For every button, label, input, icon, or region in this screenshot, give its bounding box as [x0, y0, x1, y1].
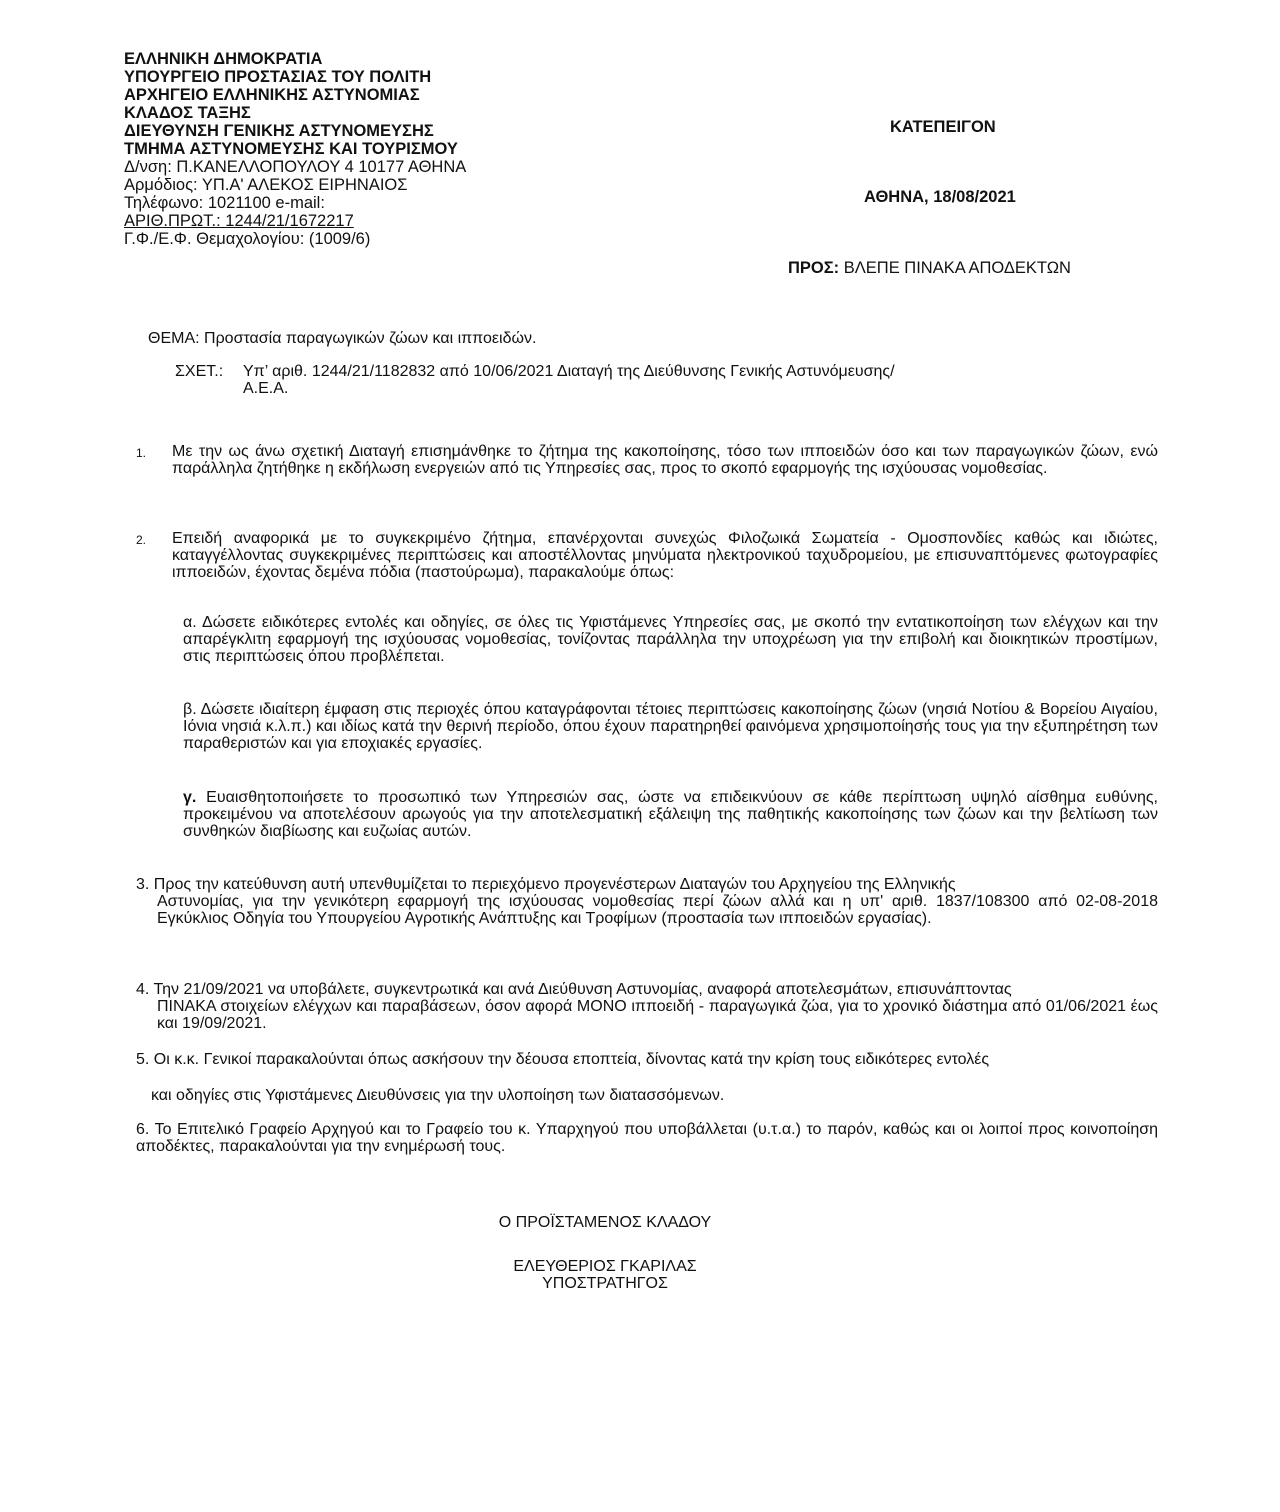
letterhead-line: ΥΠΟΥΡΓΕΙΟ ΠΡΟΣΤΑΣΙΑΣ ΤΟΥ ΠΟΛΙΤΗ: [124, 68, 432, 86]
paragraph-3-first-line: 3. Προς την κατεύθυνση αυτή υπενθυμίζεται το περιεχόμενο προγενέστερων Διαταγών του Αρχηγείου της Ελληνικής: [136, 876, 956, 893]
recipients-label: ΠΡΟΣ:: [788, 259, 840, 277]
paragraph-4: [136, 981, 1158, 1032]
reference-text: Υπ’ αριθ. 1244/21/1182832 από 10/06/2021 Διαταγή της Διεύθυνσης Γενικής Αστυνόμευσης/Α.Ε.Α.: [243, 363, 895, 397]
paragraph-1: Με την ως άνω σχετική Διαταγή επισημάνθηκε το ζήτημα της κακοποίησης, τόσο των ιπποειδών όσο και των παραγωγικών ζώων, ενώ παράλληλα ζητήθηκε η εκδήλωση ενεργειών από τις Υπηρεσίες σας, προς το σκοπό εφαρμογής της ισχύουσας νομοθεσίας.: [172, 443, 1158, 477]
subparagraph-a: α. Δώσετε ειδικότερες εντολές και οδηγίες, σε όλες τις Υφιστάμενες Υπηρεσίες σας, με σκοπό την εντατικοποίηση των ελέγχων και την απαρέγκλιτη εφαρμογή της ισχύουσας νομοθεσίας, τονίζοντας παράλληλα την υποχρέωση για την επιβολή και διοικητικών προστίμων, στις περιπτώσεις όπου προβλέπεται.: [183, 614, 1158, 665]
protocol-number: ΑΡΙΘ.ΠΡΩΤ.: 1244/21/1672217: [124, 212, 354, 230]
phone-line: Τηλέφωνο: 1021100 e-mail:: [124, 194, 325, 212]
letterhead-line: ΕΛΛΗΝΙΚΗ ΔΗΜΟΚΡΑΤΙΑ: [124, 50, 323, 68]
paragraph-3: [136, 876, 1158, 927]
letterhead-line: ΔΙΕΥΘΥΝΣΗ ΓΕΝΙΚΗΣ ΑΣΤΥΝΟΜΕΥΣΗΣ: [124, 122, 434, 140]
subparagraph-c: [183, 789, 1158, 840]
paragraph-4-continuation: ΠΙΝΑΚΑ στοιχείων ελέγχων και παραβάσεων, όσον αφορά ΜΟΝΟ ιπποειδή - παραγωγικά ζώα, για το χρονικό διάστημα από 01/06/2021 έως και 19/09/2021.: [157, 998, 1158, 1032]
address-line: Δ/νση: Π.ΚΑΝΕΛΛΟΠΟΥΛΟΥ 4 10177 ΑΘΗΝΑ: [124, 158, 467, 176]
reference-label: ΣΧΕΤ.:: [175, 363, 224, 380]
signature-title: Ο ΠΡΟΪΣΤΑΜΕΝΟΣ ΚΛΑΔΟΥ: [498, 1214, 712, 1231]
paragraph-number: 1.: [136, 446, 147, 460]
reference: [175, 363, 895, 397]
paragraph-4-first-line: 4. Την 21/09/2021 να υποβάλετε, συγκεντρωτικά και ανά Διεύθυνση Αστυνομίας, αναφορά αποτελεσμάτων, επισυνάπτοντας: [136, 981, 1012, 998]
subject-line: ΘΕΜΑ: Προστασία παραγωγικών ζώων και ιπποειδών.: [148, 330, 537, 347]
paragraph-3-continuation: Αστυνομίας, για την γενικότερη εφαρμογή της ισχύουσας νομοθεσίας περί ζώων αλλά και η υπ' αριθ. 1837/108300 από 02-08-2018 Εγκύκλιος Οδηγία του Υπουργείου Αγροτικής Ανάπτυξης και Τροφίμων (προστασία των ιπποειδών εργασίας).: [157, 893, 1158, 927]
paragraph-5-line-1: 5. Οι κ.κ. Γενικοί παρακαλούνται όπως ασκήσουν την δέουσα εποπτεία, δίνοντας κατά την κρίση τους ειδικότερες εντολές: [136, 1051, 990, 1068]
paragraph-2: Επειδή αναφορικά με το συγκεκριμένο ζήτημα, επανέρχονται συνεχώς Φιλοζωικά Σωματεία - Ομοσπονδίες καθώς και ιδιώτες, καταγγέλλοντας συγκεκριμένες περιπτώσεις και αποστέλλοντας μηνύματα ηλεκτρονικού ταχυδρομείου, με επισυναπτόμενες φωτογραφίες ιπποειδών, έχοντας δεμένα πόδια (παστούρωμα), παρακαλούμε όπως:: [172, 530, 1158, 581]
archive-line: Γ.Φ./Ε.Φ. Θεμαχολογίου: (1009/6): [124, 230, 371, 248]
signatory-name: ΕΛΕΥΘΕΡΙΟΣ ΓΚΑΡΙΛΑΣ: [513, 1258, 697, 1275]
paragraph-6: 6. Το Επιτελικό Γραφείο Αρχηγού και το Γραφείο του κ. Υπαρχηγού που υποβάλλεται (υ.τ.α.) το παρόν, καθώς και οι λοιποί προς κοινοποίηση αποδέκτες, παρακαλούνται για την ενημέρωσή τους.: [136, 1121, 1158, 1155]
recipients: [788, 259, 1071, 278]
paragraph-5-line-2: και οδηγίες στις Υφιστάμενες Διευθύνσεις για την υλοποίηση των διατασσόμενων.: [151, 1087, 725, 1104]
subparagraph-c-label: γ.: [183, 789, 197, 806]
subparagraph-c-text: Ευαισθητοποιήσετε το προσωπικό των Υπηρεσιών σας, ώστε να επιδεικνύουν σε κάθε περίπτωση υψηλό αίσθημα ευθύνης, προκειμένου να αποτελέσουν αρωγούς για την αποτελεσματική εξάλειψη της παθητικής κακοποίησης των ζώων και την βελτίωση των συνθηκών διαβίωσης και ευζωίας αυτών.: [183, 789, 1159, 840]
letterhead-line: ΤΜΗΜΑ ΑΣΤΥΝΟΜΕΥΣΗΣ ΚΑΙ ΤΟΥΡΙΣΜΟΥ: [124, 140, 458, 158]
paragraph-number: 2.: [136, 533, 147, 547]
subparagraph-b: β. Δώσετε ιδιαίτερη έμφαση στις περιοχές όπου καταγράφονται τέτοιες περιπτώσεις κακοποίησης ζώων (νησιά Νοτίου & Βορείου Αιγαίου, Ιόνια νησιά κ.λ.π.) και ιδίως κατά την θερινή περίοδο, όπου έχουν παρατηρηθεί φαινόμενα χρησιμοποίησής τους για την εξυπηρέτηση των παραθεριστών και για εποχιακές εργασίες.: [183, 701, 1158, 752]
signature-block: [440, 1258, 770, 1292]
urgent-label: ΚΑΤΕΠΕΙΓΟΝ: [890, 118, 996, 136]
officer-line: Αρμόδιος: ΥΠ.Α' ΑΛΕΚΟΣ ΕΙΡΗΝΑΙΟΣ: [124, 176, 408, 194]
recipients-value: ΒΛΕΠΕ ΠΙΝΑΚΑ ΑΠΟΔΕΚΤΩΝ: [843, 259, 1071, 277]
letterhead-line: ΑΡΧΗΓΕΙΟ ΕΛΛΗΝΙΚΗΣ ΑΣΤΥΝΟΜΙΑΣ: [124, 86, 420, 104]
signatory-rank: ΥΠΟΣΤΡΑΤΗΓΟΣ: [542, 1275, 668, 1292]
letterhead: [124, 50, 584, 248]
letterhead-line: ΚΛΑΔΟΣ ΤΑΞΗΣ: [124, 104, 251, 122]
document-date: ΑΘΗΝΑ, 18/08/2021: [864, 188, 1016, 206]
